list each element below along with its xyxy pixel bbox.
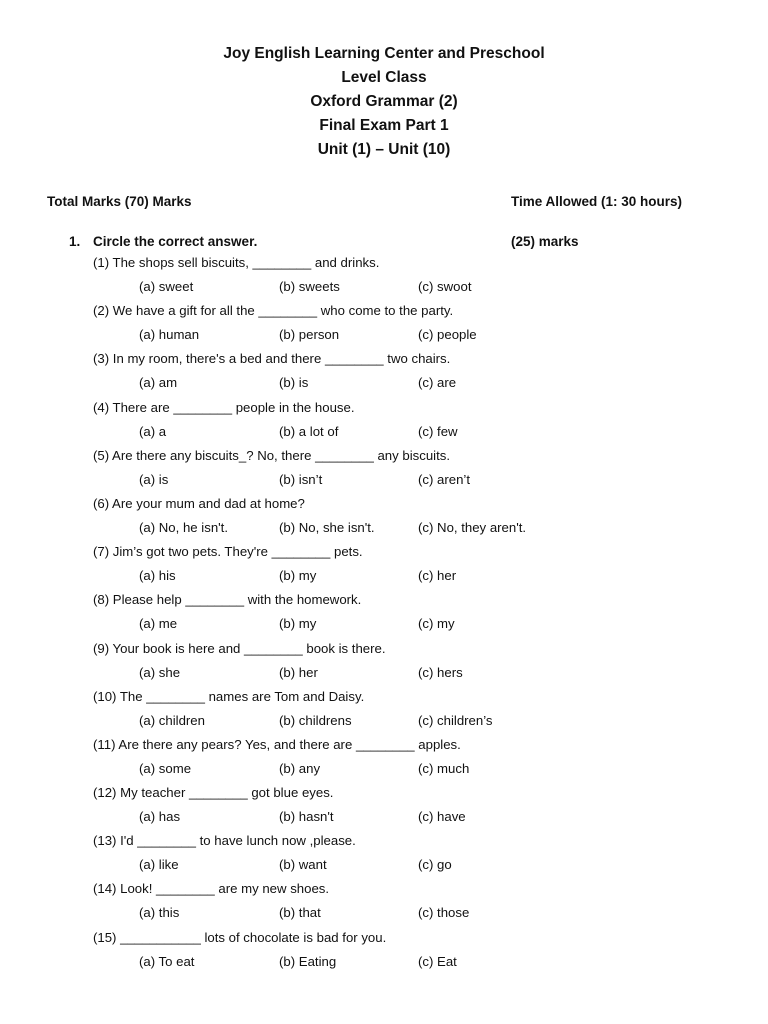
question-item (0, 735, 768, 783)
option-c: (c) her (418, 568, 457, 584)
question-stem: (10) The ________ names are Tom and Daisy. (93, 688, 365, 704)
course-title: Oxford Grammar (2) (310, 93, 458, 110)
exam-header (0, 42, 768, 162)
option-a: (a) me (139, 616, 178, 632)
option-b: (b) any (279, 760, 321, 776)
question-item (0, 928, 768, 976)
option-b: (b) her (279, 664, 318, 680)
option-c: (c) go (418, 857, 452, 873)
question-item (0, 301, 768, 349)
question-item (0, 687, 768, 735)
question-item (0, 349, 768, 397)
option-b: (b) hasn't (279, 809, 334, 825)
option-c: (c) hers (418, 664, 463, 680)
option-c: (c) few (418, 423, 458, 439)
question-stem: (4) There are ________ people in the house. (93, 399, 355, 415)
question-stem: (9) Your book is here and ________ book is there. (93, 640, 386, 656)
option-a: (a) human (139, 327, 200, 343)
level-class: Level Class (341, 69, 427, 86)
question-item (0, 398, 768, 446)
option-a: (a) is (139, 471, 169, 487)
option-a: (a) has (139, 809, 181, 825)
option-b: (b) Eating (279, 953, 337, 969)
option-c: (c) No, they aren't. (418, 519, 527, 535)
option-c: (c) those (418, 905, 470, 921)
option-b: (b) my (279, 616, 317, 632)
option-c: (c) aren’t (418, 471, 471, 487)
question-item (0, 494, 768, 542)
total-marks: Total Marks (70) Marks (47, 194, 192, 209)
unit-range: Unit (1) – Unit (10) (317, 141, 451, 158)
option-b: (b) childrens (279, 712, 352, 728)
option-c: (c) children’s (418, 712, 493, 728)
exam-title: Final Exam Part 1 (319, 117, 449, 134)
question-item (0, 879, 768, 927)
section-heading (69, 234, 709, 252)
option-a: (a) this (139, 905, 180, 921)
option-c: (c) my (418, 616, 455, 632)
question-stem: (13) I'd ________ to have lunch now ,please. (93, 833, 356, 849)
question-stem: (12) My teacher ________ got blue eyes. (93, 785, 334, 801)
question-stem: (7) Jim’s got two pets. They're ________ pets. (93, 544, 363, 560)
option-b: (b) want (279, 857, 327, 873)
question-item (0, 831, 768, 879)
section-marks: (25) marks (511, 234, 579, 249)
question-stem: (15) ___________ lots of chocolate is bad for you. (93, 929, 387, 945)
question-item (0, 590, 768, 638)
section-number: 1. (69, 234, 81, 249)
time-allowed: Time Allowed (1: 30 hours) (511, 194, 683, 209)
option-b: (b) No, she isn't. (279, 519, 375, 535)
option-c: (c) are (418, 375, 457, 391)
option-a: (a) sweet (139, 279, 194, 294)
option-b: (b) a lot of (279, 423, 339, 439)
option-a: (a) like (139, 857, 179, 873)
option-c: (c) much (418, 760, 470, 776)
option-a: (a) am (139, 375, 178, 391)
question-item (0, 446, 768, 494)
option-b: (b) isn’t (279, 471, 323, 487)
question-item (0, 542, 768, 590)
question-item (0, 783, 768, 831)
school-name: Joy English Learning Center and Preschool (223, 45, 545, 62)
option-b: (b) person (279, 327, 340, 343)
option-b: (b) is (279, 375, 309, 391)
question-item (0, 253, 768, 301)
option-a: (a) a (139, 423, 167, 439)
option-a: (a) No, he isn't. (139, 519, 229, 535)
question-stem: (11) Are there any pears? Yes, and there are ________ apples. (93, 736, 461, 752)
section-title: Circle the correct answer. (93, 234, 258, 249)
option-b: (b) sweets (279, 279, 340, 294)
option-c: (c) Eat (418, 953, 457, 969)
question-stem: (1) The shops sell biscuits, ________ and drinks. (93, 255, 380, 270)
option-a: (a) his (139, 568, 176, 584)
option-c: (c) people (418, 327, 477, 343)
option-a: (a) children (139, 712, 205, 728)
question-list (0, 253, 768, 976)
option-c: (c) swoot (418, 279, 472, 294)
option-a: (a) some (139, 760, 192, 776)
question-item (0, 639, 768, 687)
question-stem: (6) Are your mum and dad at home? (93, 495, 305, 511)
question-stem: (14) Look! ________ are my new shoes. (93, 881, 330, 897)
option-b: (b) my (279, 568, 317, 584)
option-a: (a) To eat (139, 953, 195, 969)
option-c: (c) have (418, 809, 466, 825)
question-stem: (5) Are there any biscuits_? No, there ________ any biscuits. (93, 447, 451, 463)
option-a: (a) she (139, 664, 181, 680)
question-stem: (3) In my room, there's a bed and there ________ two chairs. (93, 351, 451, 367)
option-b: (b) that (279, 905, 321, 921)
question-stem: (8) Please help ________ with the homework. (93, 592, 362, 608)
question-stem: (2) We have a gift for all the ________ who come to the party. (93, 303, 454, 319)
